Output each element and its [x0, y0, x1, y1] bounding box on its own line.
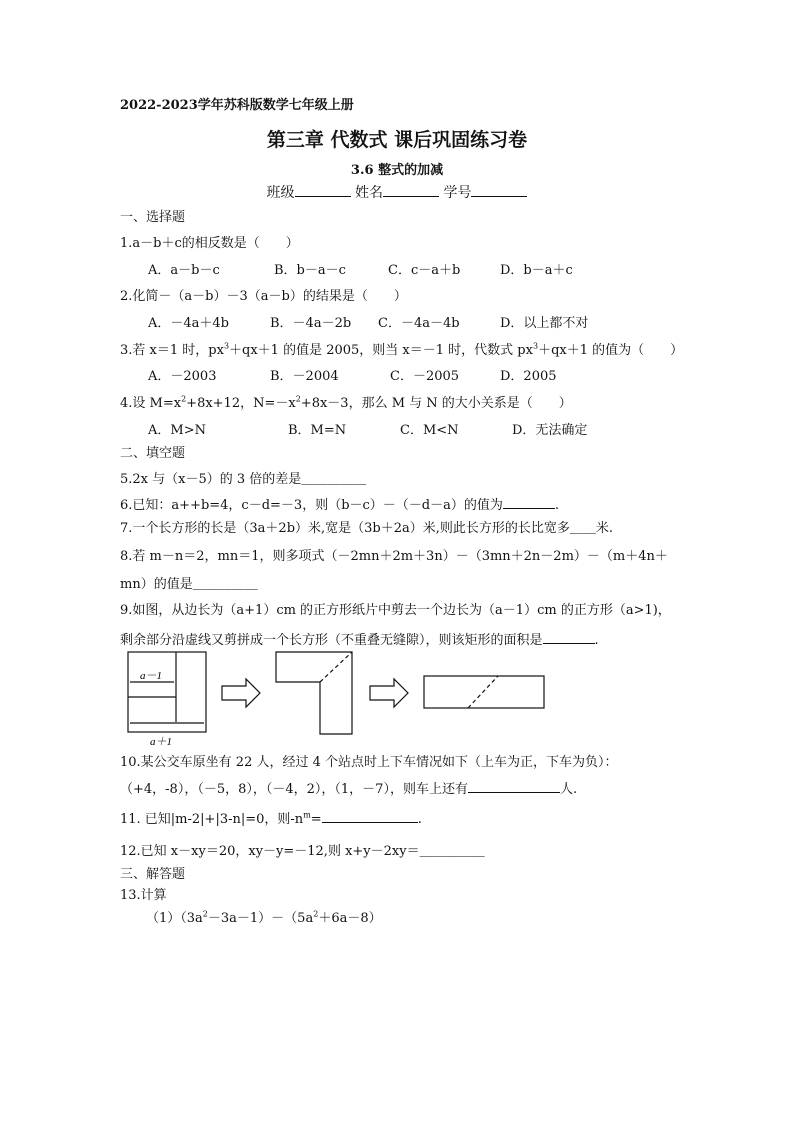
section-solve-heading: 三、解答题	[120, 867, 186, 882]
q4-text-b: +8x+12，N=－x	[186, 396, 296, 411]
q11-answer-blank[interactable]	[322, 808, 418, 823]
q13-text-a: （1）（3a	[146, 911, 203, 926]
id-label: 学号	[443, 185, 472, 201]
q4-option-b[interactable]: B．M=N	[288, 423, 347, 438]
arrow-1	[222, 679, 260, 707]
l-shape-figure	[276, 652, 352, 734]
q1-option-b[interactable]: B．b－a－c	[274, 263, 346, 278]
question-7: 7.一个长方形的长是（3a＋2b）米,宽是（3b＋2a）米,则此长方形的长比宽多＿＿米.	[120, 521, 614, 536]
q4-exponent-1: 2	[181, 394, 187, 404]
arrow-2	[370, 679, 408, 707]
q4-text-c: +8x－3，那么 M 与 N 的大小关系是（ ）	[300, 396, 572, 411]
q13-text-c: ＋6a－8）	[318, 911, 382, 926]
rectangle-figure	[424, 676, 544, 708]
q10-answer-blank[interactable]	[468, 778, 560, 793]
q6-text: 6.已知：a++b=4，c－d=－3，则（b－c）－（－d－a）的值为	[120, 498, 503, 513]
q3-text-c: ＋qx＋1 的值为（ ）	[538, 343, 684, 358]
q11-text: 11. 已知|m-2|+|3-n|=0，则-n	[120, 812, 304, 827]
question-13-part-1	[146, 910, 382, 928]
question-9-line-2	[120, 629, 599, 650]
q9-answer-blank[interactable]	[543, 629, 595, 644]
q4-exponent-2: 2	[295, 394, 301, 404]
class-blank[interactable]	[295, 182, 351, 197]
l-shape-cut-line	[320, 652, 352, 682]
q3-option-c[interactable]: C．－2005	[390, 369, 460, 384]
q2-option-d[interactable]: D．以上都不对	[500, 316, 589, 331]
q4-option-c[interactable]: C．M<N	[400, 423, 459, 438]
question-13-title: 13.计算	[120, 888, 167, 903]
label-a-minus-1: a－1	[140, 670, 162, 682]
q3-exponent-1: 3	[223, 341, 230, 351]
question-11	[120, 808, 422, 829]
question-10-line-1: 10.某公交车原坐有 22 人，经过 4 个站点时上下车情况如下（上车为正，下车为负）：	[120, 755, 618, 770]
q6-answer-blank[interactable]	[503, 494, 555, 509]
question-10-line-2	[120, 778, 577, 799]
label-a-plus-1: a＋1	[150, 736, 172, 748]
result-rectangle	[424, 676, 544, 708]
chapter-title: 第三章 代数式 课后巩固练习卷	[266, 129, 528, 151]
q9-figure	[124, 648, 554, 748]
question-8-line-2: mn）的值是＿＿＿＿＿	[120, 577, 258, 592]
q3-option-d[interactable]: D．2005	[500, 369, 557, 384]
q3-exponent-2: 3	[532, 341, 539, 351]
q3-text-a: 3.若 x＝1 时，px	[120, 343, 224, 358]
question-1: 1.a－b＋c的相反数是（ ）	[120, 236, 299, 251]
student-info-line	[0, 182, 794, 202]
q9-end: .	[594, 633, 599, 648]
q2-option-a[interactable]: A．－4a＋4b	[148, 316, 230, 331]
name-blank[interactable]	[383, 182, 439, 197]
outer-square	[128, 652, 206, 732]
question-3	[120, 342, 683, 360]
question-5: 5.2x 与（x－5）的 3 倍的差是＿＿＿＿＿	[120, 472, 367, 487]
q11-end: .	[417, 812, 422, 827]
q13-text-b: －3a－1）－（5a	[207, 911, 314, 926]
question-12: 12.已知 x－xy＝20，xy－y=－12,则 x+y－2xy＝＿＿＿＿＿	[120, 844, 485, 859]
square-figure	[128, 652, 206, 732]
course-header: 2022-2023学年苏科版数学七年级上册	[120, 98, 354, 113]
q13-exponent-2: 2	[313, 909, 319, 919]
question-4	[120, 395, 572, 413]
question-8-line-1: 8.若 m－n＝2，mn＝1，则多项式（－2mn＋2m＋3n）－（3mn＋2n－2m）－（m＋4n＋	[120, 549, 668, 564]
rectangle-cut-line	[468, 676, 498, 708]
l-shape-outline	[276, 652, 352, 734]
q2-option-b[interactable]: B．－4a－2b	[270, 316, 352, 331]
q10-end: 人.	[559, 782, 578, 797]
q10-text: （+4，-8），（－5，8），（－4，2），（1，－7），则车上还有	[120, 782, 468, 797]
section-subtitle: 3.6 整式的加减	[350, 163, 444, 178]
q11-equals: =	[310, 812, 322, 827]
q3-option-b[interactable]: B．－2004	[270, 369, 339, 384]
q4-option-a[interactable]: A．M>N	[148, 423, 206, 438]
q11-exponent: m	[303, 810, 311, 820]
question-6	[120, 494, 559, 515]
q9-text: 剩余部分沿虚线又剪拼成一个长方形（不重叠无缝隙），则该矩形的面积是	[120, 633, 543, 648]
q3-option-a[interactable]: A．－2003	[148, 369, 217, 384]
q1-option-a[interactable]: A．a－b－c	[148, 263, 220, 278]
q1-option-c[interactable]: C．c－a＋b	[388, 263, 461, 278]
q13-exponent-1: 2	[202, 909, 208, 919]
q6-end: .	[554, 498, 560, 513]
section-fill-heading: 二、填空题	[120, 446, 186, 461]
question-2: 2.化简－（a－b）－3（a－b）的结果是（ ）	[120, 289, 407, 304]
q2-option-c[interactable]: C．－4a－4b	[378, 316, 460, 331]
name-label: 姓名	[355, 185, 383, 201]
q1-option-d[interactable]: D．b－a＋c	[500, 263, 573, 278]
id-blank[interactable]	[471, 182, 527, 197]
q4-option-d[interactable]: D．无法确定	[512, 423, 588, 438]
question-9-line-1: 9.如图，从边长为（a+1）cm 的正方形纸片中剪去一个边长为（a－1）cm 的正方形（a>1)，	[120, 603, 671, 618]
section-choice-heading: 一、选择题	[120, 210, 186, 225]
q4-text-a: 4.设 M=x	[120, 396, 182, 411]
class-label: 班级	[266, 185, 295, 201]
q3-text-b: ＋qx＋1 的值是 2005，则当 x＝－1 时，代数式 px	[229, 343, 533, 358]
